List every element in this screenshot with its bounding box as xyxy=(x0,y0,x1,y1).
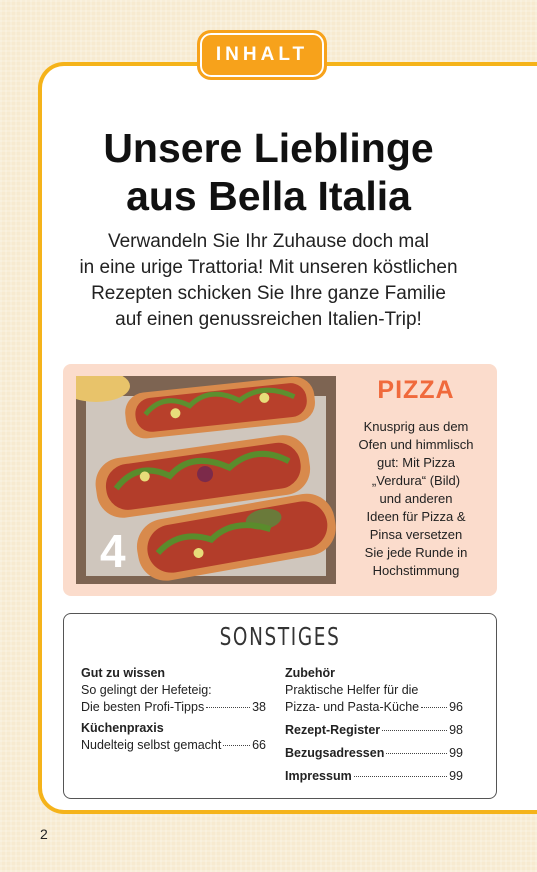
entry-page: 99 xyxy=(449,746,463,760)
pizza-text-line: und anderen xyxy=(379,491,453,506)
intro-line-2: in eine urige Trattoria! Mit unseren köstlichen xyxy=(79,257,458,278)
title-line-1: Unsere Lieblinge xyxy=(103,125,434,171)
title-line-2: aus Bella Italia xyxy=(126,173,411,219)
entry-page: 98 xyxy=(449,723,463,737)
entry-page: 99 xyxy=(449,769,463,783)
entry-page: 38 xyxy=(252,700,266,714)
leader-dots xyxy=(206,707,250,708)
entry-heading-zubehoer[interactable]: Zubehör xyxy=(285,666,335,680)
entry-line: Die besten Profi-Tipps xyxy=(81,700,205,714)
sonstiges-left-column xyxy=(81,665,266,754)
pizza-text-line: gut: Mit Pizza xyxy=(376,455,456,470)
sonstiges-heading: SONSTIGES xyxy=(219,622,341,651)
sonstiges-right-column xyxy=(285,665,463,785)
entry-label: Impressum xyxy=(285,769,352,783)
entry-line: Praktische Helfer für die xyxy=(285,683,419,697)
entry-rezept-register[interactable] xyxy=(285,722,463,739)
pizza-text-line: Sie jede Runde in xyxy=(364,545,468,560)
entry-line: Nudelteig selbst gemacht xyxy=(81,738,222,752)
entry-label: Bezugsadressen xyxy=(285,746,385,760)
intro-text xyxy=(40,229,497,333)
entry-bezugsadressen[interactable] xyxy=(285,745,463,762)
entry-kuechenpraxis[interactable] xyxy=(81,737,266,754)
entry-page: 66 xyxy=(252,738,266,752)
entry-line: So gelingt der Hefeteig: xyxy=(81,683,212,697)
page-title xyxy=(0,124,537,220)
entry-line: Pizza- und Pasta-Küche xyxy=(285,700,420,714)
pizza-text-line: Ideen für Pizza & xyxy=(366,509,466,524)
pizza-text-line: Knusprig aus dem xyxy=(363,419,469,434)
tab-label: INHALT xyxy=(215,44,309,65)
pizza-page-number: 4 xyxy=(100,525,126,577)
entry-page: 96 xyxy=(449,700,463,714)
entry-heading-gut-zu-wissen[interactable]: Gut zu wissen xyxy=(81,666,166,680)
entry-label: Rezept-Register xyxy=(285,723,381,737)
pizza-description xyxy=(342,418,490,580)
leader-dots xyxy=(421,707,447,708)
entry-impressum[interactable] xyxy=(285,768,463,785)
pizza-text-line: Hochstimmung xyxy=(372,563,460,578)
inhalt-tab xyxy=(197,30,327,80)
leader-dots xyxy=(223,745,250,746)
leader-dots xyxy=(354,776,447,777)
pizza-text-line: Ofen und himmlisch xyxy=(358,437,474,452)
pizza-text-line: „Verdura“ (Bild) xyxy=(371,473,461,488)
entry-zubehoer[interactable] xyxy=(285,699,463,716)
footer-page-number: 2 xyxy=(40,826,48,842)
leader-dots xyxy=(382,730,447,731)
entry-heading-kuechenpraxis[interactable]: Küchenpraxis xyxy=(81,721,164,735)
intro-line-1: Verwandeln Sie Ihr Zuhause doch mal xyxy=(107,231,430,252)
intro-line-4: auf einen genussreichen Italien-Trip! xyxy=(115,309,422,330)
pizza-text-line: Pinsa versetzen xyxy=(369,527,463,542)
intro-line-3: Rezepten schicken Sie Ihre ganze Familie xyxy=(91,283,446,304)
leader-dots xyxy=(386,753,447,754)
pizza-heading: PIZZA xyxy=(377,376,455,404)
entry-gut-zu-wissen[interactable] xyxy=(81,699,266,716)
